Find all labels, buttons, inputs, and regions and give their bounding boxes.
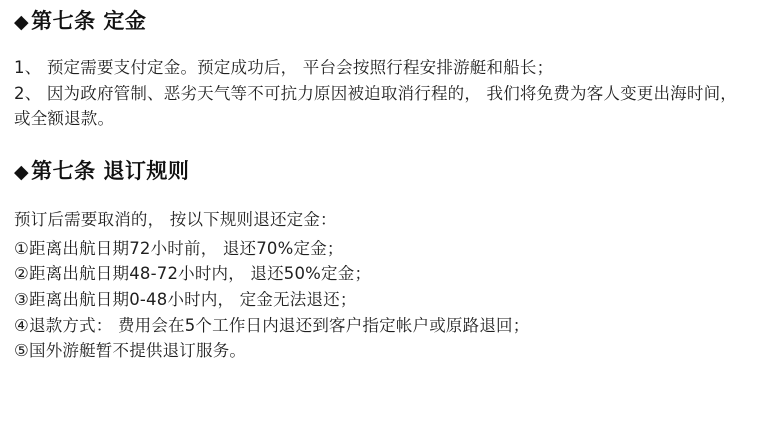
section-cancellation-title: 第七条 退订规则 xyxy=(31,158,190,183)
cancellation-intro: 预订后需要取消的， 按以下规则退还定金： xyxy=(14,210,337,230)
spacer xyxy=(14,35,756,55)
diamond-bullet-icon: ◆ xyxy=(14,160,30,183)
diamond-bullet-icon: ◆ xyxy=(14,11,30,33)
cancellation-rule-2: ②距离出航日期48-72小时内， 退还50%定金； xyxy=(14,264,372,284)
section-deposit-title: 第七条 定金 xyxy=(31,9,147,33)
deposit-clause-2: 2、 因为政府管制、恶劣天气等不可抗力原因被迫取消行程的， 我们将免费为客人变更出海时间， 或全额退款。 xyxy=(14,83,743,129)
cancellation-rule-4: ④退款方式： 费用会在5个工作日内退还到客户指定帐户或原路退回； xyxy=(14,315,530,335)
section-deposit-heading xyxy=(14,8,756,35)
cancellation-rule-5: ⑤国外游艇暂不提供退订服务。 xyxy=(14,341,247,361)
section-cancellation xyxy=(14,158,756,364)
section-deposit-body xyxy=(14,55,756,132)
section-cancellation-heading xyxy=(14,158,756,185)
section-cancellation-body xyxy=(14,207,756,363)
deposit-clause-1: 1、 预定需要支付定金。预定成功后， 平台会按照行程安排游艇和船长； xyxy=(14,58,554,78)
cancellation-rule-1: ①距离出航日期72小时前， 退还70%定金； xyxy=(14,238,344,258)
cancellation-rule-3: ③距离出航日期0-48小时内， 定金无法退还； xyxy=(14,289,357,309)
section-deposit xyxy=(14,8,756,132)
spacer xyxy=(14,185,756,207)
spacer xyxy=(14,132,756,158)
